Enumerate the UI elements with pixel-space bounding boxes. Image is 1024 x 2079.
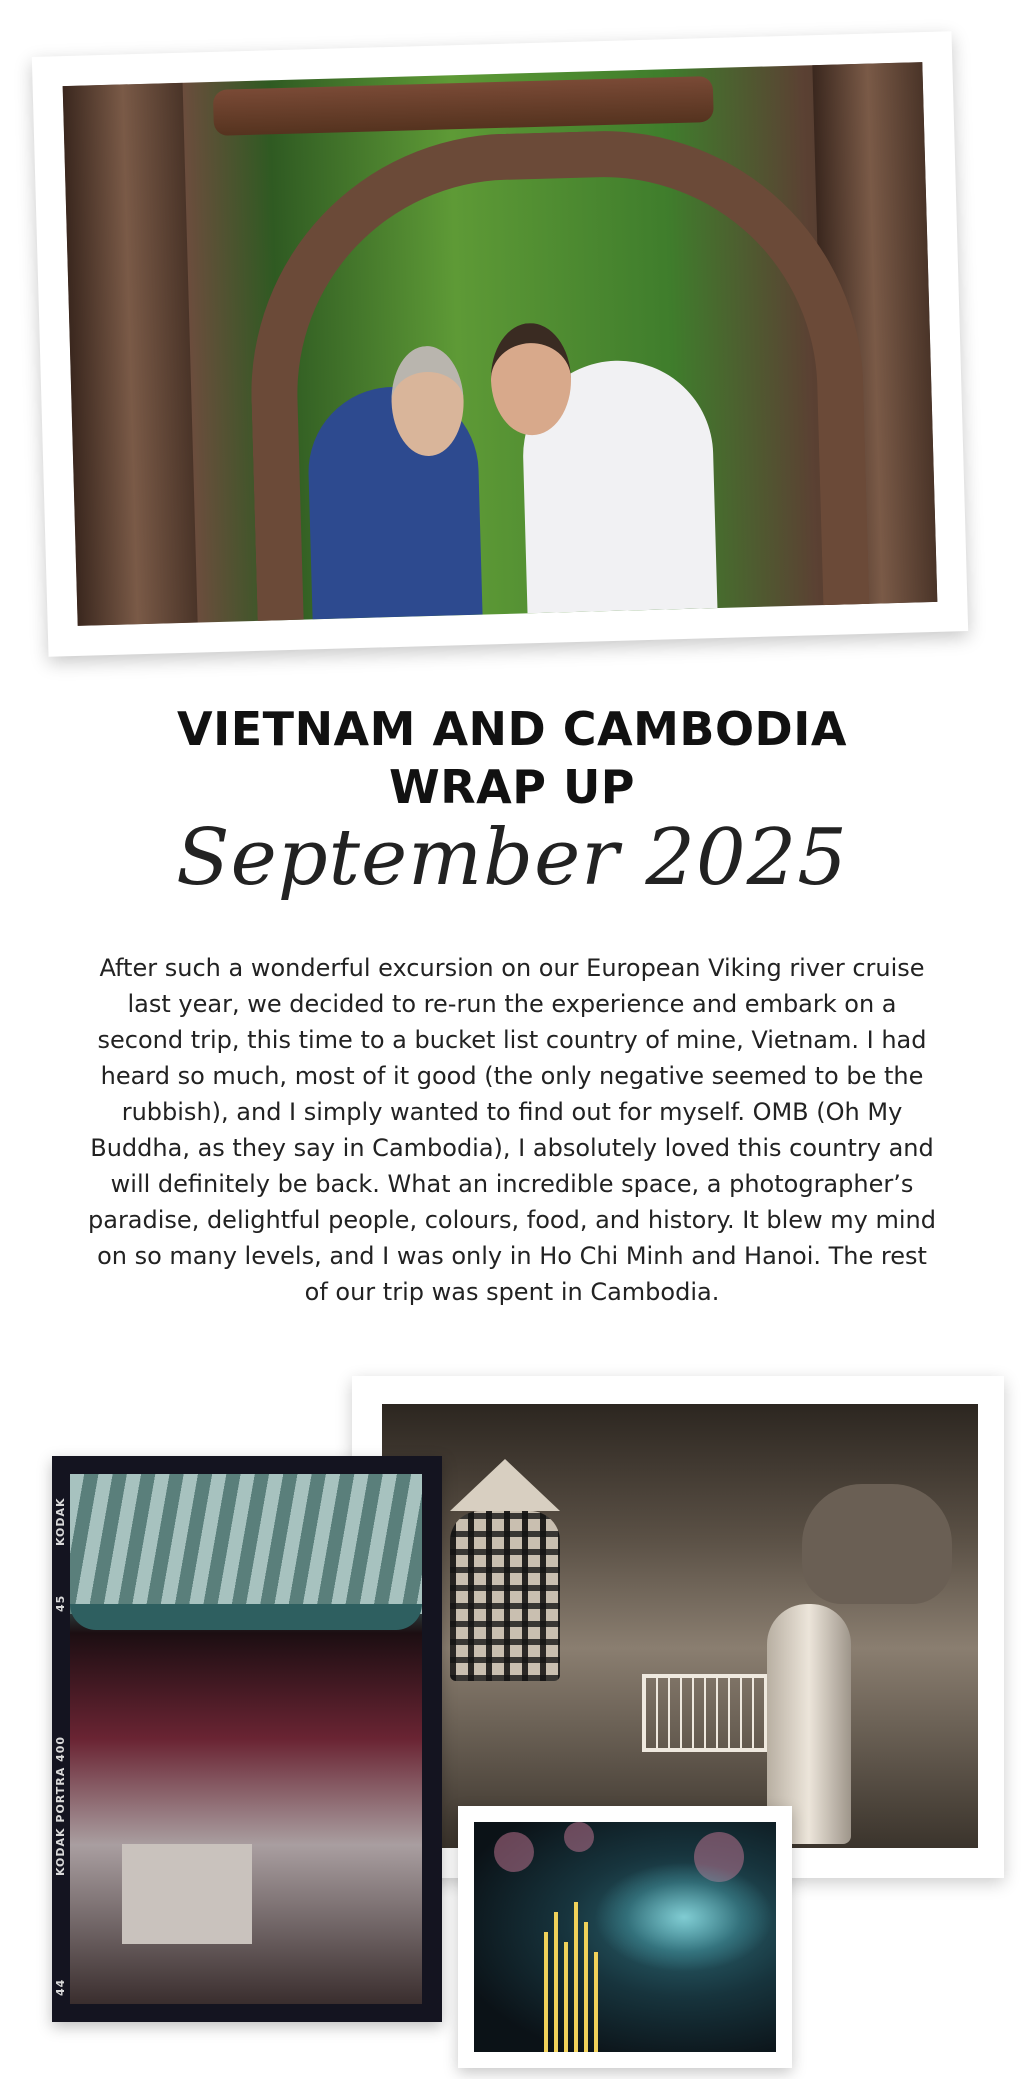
- awning-edge: [70, 1604, 422, 1630]
- arch-beam: [213, 76, 714, 136]
- stall-crate: [122, 1844, 252, 1944]
- bokeh-light: [494, 1832, 534, 1872]
- film-photo-frame: [52, 1456, 442, 2022]
- date-script: September 2025: [176, 813, 848, 903]
- incense-photo-frame: [458, 1806, 792, 2068]
- tree-trunk-left: [63, 83, 198, 626]
- basket: [642, 1674, 770, 1752]
- incense-smoke: [594, 1862, 774, 1972]
- incense-stick: [574, 1902, 578, 2052]
- vendor-figure: [450, 1511, 560, 1681]
- scooter: [802, 1484, 952, 1604]
- bokeh-light: [564, 1822, 594, 1852]
- title-line-2: WRAP UP: [388, 760, 636, 814]
- intro-paragraph: After such a wonderful excursion on our European Viking river cruise last year, we decided to re-run the experience and embark on a second trip, this time to a bucket list country of mine, Vietnam. I had heard so much, most of it good (the only negative seemed to be the rubbish), and I simply wanted to find out for myself. OMB (Oh My Buddha, as they say in Cambodia), I absolutely loved this country and will definitely be back. What an incredible space, a photographer’s paradise, delightful people, colours, food, and history. It blew my mind on so many levels, and I was only in Ho Chi Minh and Hanoi. The rest of our trip was spent in Cambodia.: [88, 954, 936, 1306]
- incense-stick: [584, 1922, 588, 2052]
- film-photo-market-stall: [70, 1474, 422, 2004]
- street-photo-frame: [352, 1376, 1004, 1878]
- incense-stick: [554, 1912, 558, 2052]
- film-label-44: 44: [54, 1978, 67, 1996]
- awning: [70, 1474, 422, 1614]
- incense-stick: [564, 1942, 568, 2052]
- incense-stick: [544, 1932, 548, 2052]
- page-title: [0, 700, 1024, 816]
- film-label-kodak-top: KODAK: [54, 1497, 67, 1546]
- incense-stick: [594, 1952, 598, 2052]
- title-line-1: VIETNAM AND CAMBODIA: [177, 702, 847, 756]
- film-label-45: 45: [54, 1594, 67, 1612]
- hero-photo-couple-heart-arch: [63, 62, 938, 626]
- incense-photo: [474, 1822, 776, 2052]
- hero-photo-frame: [32, 31, 968, 656]
- conical-hat: [450, 1459, 560, 1511]
- film-label-portra: KODAK PORTRA 400: [54, 1735, 67, 1876]
- street-photo-vendor: [382, 1404, 978, 1848]
